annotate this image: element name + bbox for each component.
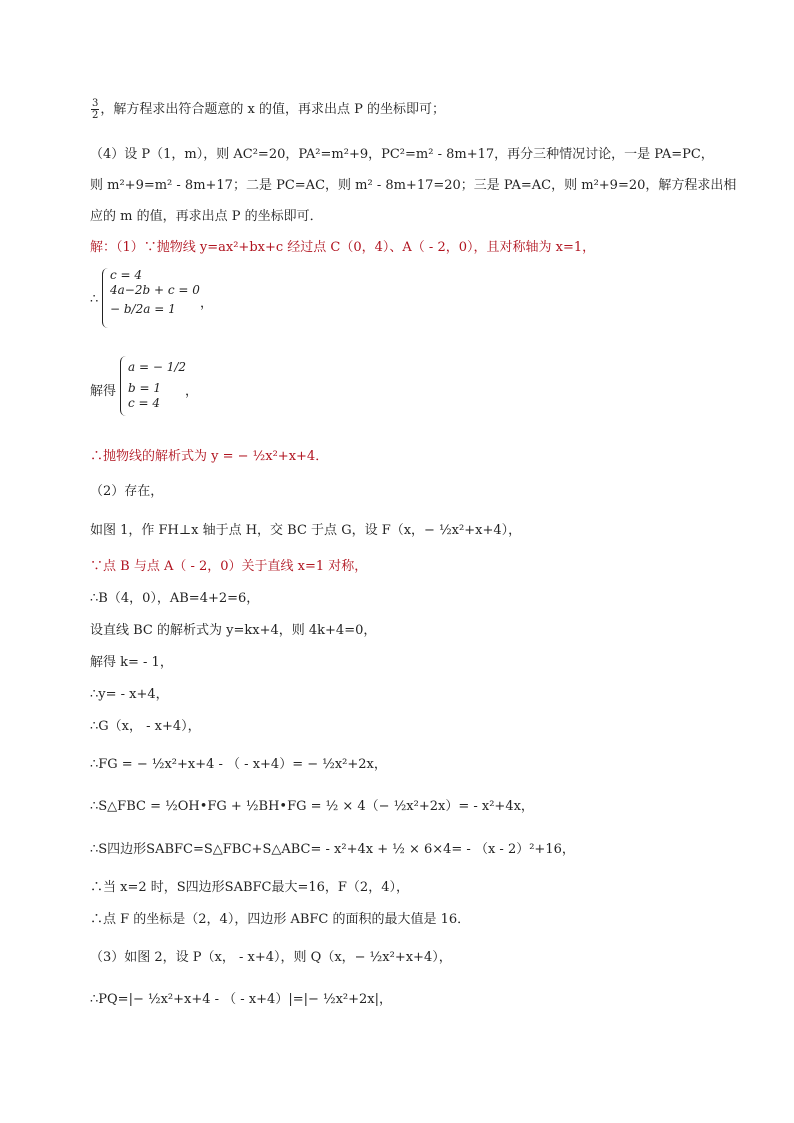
equation-row: c = 4 <box>110 268 143 282</box>
part-2-line-7: ∴G（x， - x+4）， <box>90 719 201 734</box>
system-suffix: ， <box>200 296 214 311</box>
equation-system-2 <box>90 356 290 418</box>
hint-line-4b: 则 m²+9=m² - 8m+17；二是 PC=AC，则 m² - 8m+17=20；三是 PA=AC，则 m²+9=20，解方程求出相 <box>90 178 737 193</box>
equation-row: − b/2a = 1 <box>110 302 176 316</box>
hint-line-3 <box>90 98 445 121</box>
part-2-line-5: 解得 k= - 1， <box>90 655 173 670</box>
part-2-line-4: 设直线 BC 的解析式为 y=kx+4，则 4k+4=0， <box>90 623 377 638</box>
fraction-three-halves: $\frac{3}{2}$ <box>92 98 99 121</box>
part-2-line-8: ∴FG = − ½x²+x+4 - （ - x+4）= − ½x²+2x， <box>90 757 387 772</box>
part-2-line-9: ∴S△FBC = ½OH•FG + ½BH•FG = ½ × 4（− ½x²+2x）= - x²+4x， <box>90 799 534 814</box>
part-2-line-1: 如图 1，作 FH⊥x 轴于点 H，交 BC 于点 G，设 F（x，− ½x²+x+4）， <box>90 523 522 538</box>
hint-line-4c: 应的 m 的值，再求出点 P 的坐标即可． <box>90 209 323 224</box>
hint-text-3: ，解方程求出符合题意的 x 的值，再求出点 P 的坐标即可； <box>100 102 445 117</box>
part-2-line-12: ∴点 F 的坐标是（2，4），四边形 ABFC 的面积的最大值是 16． <box>90 912 471 927</box>
part-2-line-6: ∴y= - x+4， <box>90 687 169 702</box>
equation-row: b = 1 <box>128 381 161 395</box>
therefore-symbol: ∴ <box>90 292 99 307</box>
equation-row: a = − 1/2 <box>128 360 187 374</box>
part-2-line-10: ∴S四边形SABFC=S△FBC+S△ABC= - x²+4x + ½ × 6×4= - （x - 2）²+16， <box>90 842 575 857</box>
part-2-line-3: ∴B（4，0），AB=4+2=6， <box>90 591 260 606</box>
part-3-line-1: （3）如图 2，设 P（x， - x+4），则 Q（x，− ½x²+x+4）， <box>90 950 452 965</box>
system-suffix: ， <box>185 384 199 399</box>
hint-line-4a: （4）设 P（1，m），则 AC²=20，PA²=m²+9，PC²=m² - 8m+17，再分三种情况讨论，一是 PA=PC， <box>90 147 714 162</box>
solve-label: 解得 <box>90 384 117 399</box>
part-3-line-2: ∴PQ=|− ½x²+x+4 - （ - x+4）|=|− ½x²+2x|， <box>90 992 393 1007</box>
part-2-line-2: ∵点 B 与点 A（ - 2，0）关于直线 x=1 对称， <box>90 559 368 574</box>
equation-row: c = 4 <box>128 396 161 410</box>
solution-intro: 解：（1）∵抛物线 y=ax²+bx+c 经过点 C（0，4）、A（ - 2，0），且对称轴为 x=1， <box>90 240 596 255</box>
part-2-line-11: ∴当 x=2 时，S四边形SABFC最大=16，F（2，4）， <box>90 880 409 895</box>
parabola-result: ∴抛物线的解析式为 y = − ½x²+x+4． <box>90 449 329 464</box>
equation-row: 4a−2b + c = 0 <box>110 283 200 297</box>
equation-system-1 <box>90 268 290 330</box>
part-2-heading: （2）存在， <box>90 484 164 499</box>
